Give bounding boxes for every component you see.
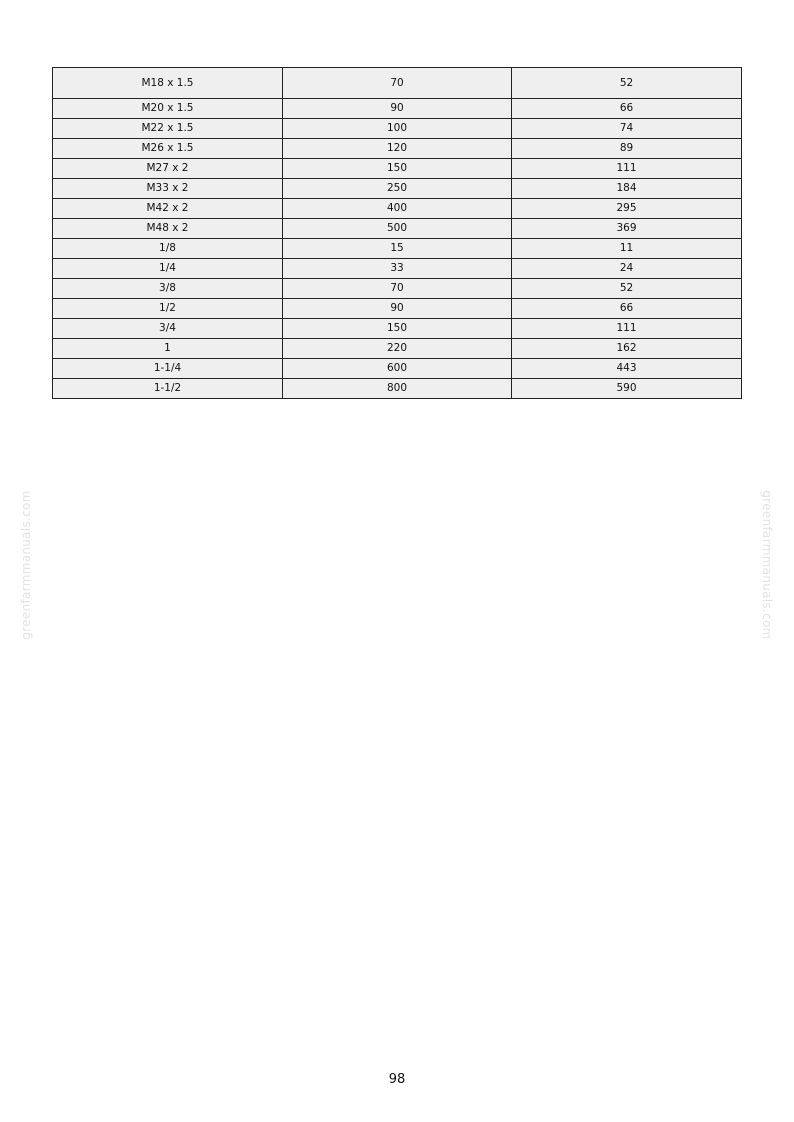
torque-lbft-cell: 74 [512,119,742,139]
thread-size-cell: M42 x 2 [53,199,283,219]
table-row [53,99,742,119]
torque-nm-cell: 120 [283,139,512,159]
thread-size-cell: M26 x 1.5 [53,139,283,159]
table-row [53,219,742,239]
torque-lbft-cell: 443 [512,359,742,379]
table-row [53,379,742,399]
thread-size-cell: M18 x 1.5 [53,68,283,99]
torque-nm-cell: 500 [283,219,512,239]
torque-lbft-cell: 590 [512,379,742,399]
torque-table [52,67,742,399]
torque-nm-cell: 600 [283,359,512,379]
torque-nm-cell: 150 [283,319,512,339]
torque-table-body [53,68,742,399]
table-row [53,279,742,299]
torque-nm-cell: 33 [283,259,512,279]
table-row [53,119,742,139]
torque-nm-cell: 250 [283,179,512,199]
torque-nm-cell: 70 [283,68,512,99]
torque-lbft-cell: 184 [512,179,742,199]
table-row [53,359,742,379]
thread-size-cell: M33 x 2 [53,179,283,199]
thread-size-cell: 3/4 [53,319,283,339]
thread-size-cell: 1-1/4 [53,359,283,379]
table-row [53,259,742,279]
torque-nm-cell: 90 [283,299,512,319]
torque-lbft-cell: 11 [512,239,742,259]
torque-nm-cell: 400 [283,199,512,219]
table-row [53,199,742,219]
torque-lbft-cell: 369 [512,219,742,239]
watermark-right: greenfarmmanuals.com [760,490,774,640]
torque-lbft-cell: 24 [512,259,742,279]
table-row [53,319,742,339]
thread-size-cell: M22 x 1.5 [53,119,283,139]
watermark-left: greenfarmmanuals.com [19,490,33,640]
torque-lbft-cell: 66 [512,99,742,119]
torque-lbft-cell: 111 [512,319,742,339]
thread-size-cell: 1/4 [53,259,283,279]
torque-nm-cell: 15 [283,239,512,259]
table-row [53,339,742,359]
torque-nm-cell: 150 [283,159,512,179]
table-row [53,159,742,179]
torque-lbft-cell: 111 [512,159,742,179]
thread-size-cell: M20 x 1.5 [53,99,283,119]
thread-size-cell: 3/8 [53,279,283,299]
torque-lbft-cell: 162 [512,339,742,359]
torque-nm-cell: 800 [283,379,512,399]
torque-lbft-cell: 52 [512,68,742,99]
table-row [53,179,742,199]
table-row [53,139,742,159]
torque-nm-cell: 70 [283,279,512,299]
table-row [53,239,742,259]
thread-size-cell: M27 x 2 [53,159,283,179]
thread-size-cell: 1 [53,339,283,359]
page-number: 98 [388,1072,406,1087]
torque-nm-cell: 220 [283,339,512,359]
torque-lbft-cell: 89 [512,139,742,159]
torque-nm-cell: 90 [283,99,512,119]
torque-lbft-cell: 295 [512,199,742,219]
thread-size-cell: 1/8 [53,239,283,259]
thread-size-cell: 1-1/2 [53,379,283,399]
thread-size-cell: M48 x 2 [53,219,283,239]
table-row [53,299,742,319]
torque-lbft-cell: 52 [512,279,742,299]
table-row [53,68,742,99]
thread-size-cell: 1/2 [53,299,283,319]
torque-lbft-cell: 66 [512,299,742,319]
torque-nm-cell: 100 [283,119,512,139]
